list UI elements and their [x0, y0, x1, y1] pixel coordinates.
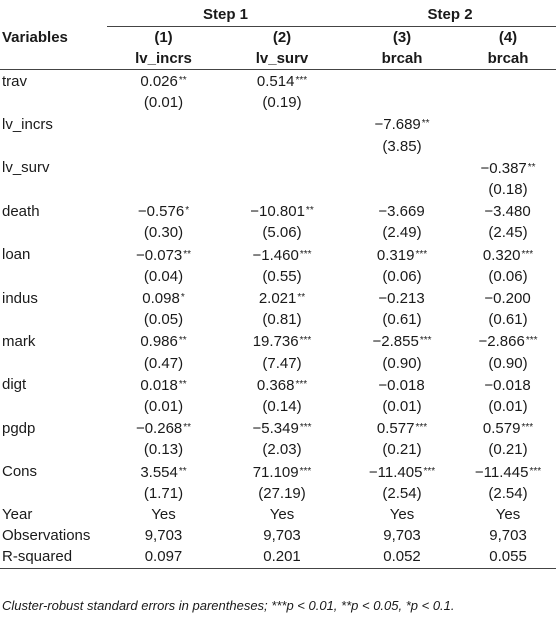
col3-number: (3)	[392, 29, 412, 46]
coefficient-cell	[344, 461, 460, 483]
standard-error-cell: (0.19)	[262, 94, 302, 112]
footer-variable-name: Year	[2, 506, 33, 524]
significance-stars: **	[178, 378, 187, 390]
table-row-se	[0, 179, 556, 200]
col2-number: (2)	[272, 29, 292, 46]
variable-name: digt	[2, 376, 27, 394]
standard-error-cell: (2.54)	[488, 484, 528, 502]
regression-table	[0, 4, 556, 569]
coefficient-value: 0.986	[140, 333, 178, 351]
standard-error-cell: (0.21)	[488, 441, 528, 459]
table-row	[0, 461, 556, 483]
coefficient-cell	[344, 200, 460, 222]
coefficient-cell	[220, 113, 344, 135]
coefficient-cell	[460, 417, 556, 439]
variables-header: Variables	[2, 28, 68, 46]
coefficient-cell	[107, 374, 220, 396]
coefficient-value: −1.460	[252, 246, 299, 264]
table-row-footer	[0, 546, 556, 568]
footer-variable-name: R-squared	[0, 546, 107, 568]
coefficient-value: 0.368	[256, 376, 295, 394]
coefficient-cell	[107, 244, 220, 266]
blank-cell	[0, 439, 107, 460]
step2-header: Step 2	[344, 4, 556, 27]
coefficient-cell	[460, 157, 556, 179]
significance-stars: **	[183, 422, 192, 434]
step1-header: Step 1	[107, 4, 344, 27]
standard-error-cell	[107, 136, 220, 157]
standard-error-cell	[220, 136, 344, 157]
coefficient-cell	[220, 417, 344, 439]
coefficient-value: −11.445	[474, 463, 529, 481]
coefficient-cell	[460, 70, 556, 93]
coefficient-value: −3.480	[484, 203, 531, 221]
coefficient-cell	[344, 330, 460, 352]
coefficient-cell	[344, 417, 460, 439]
significance-stars: **	[178, 335, 187, 347]
header-spacer	[0, 48, 107, 70]
footer-value: Yes	[389, 506, 415, 524]
significance-stars: ***	[299, 465, 312, 477]
coefficient-value: −5.349	[252, 420, 299, 438]
standard-error-cell: (2.49)	[382, 224, 422, 242]
coefficient-cell	[220, 374, 344, 396]
standard-error-cell	[344, 92, 460, 113]
blank-cell	[0, 309, 107, 330]
coefficient-cell	[344, 287, 460, 309]
coefficient-value: −0.576	[137, 203, 185, 221]
coefficient-cell	[107, 200, 220, 222]
coefficient-value: 71.109	[252, 463, 299, 481]
significance-stars: ***	[299, 248, 312, 260]
table-row-footer	[0, 525, 556, 546]
table-footnote: Cluster-robust standard errors in parentheses; ***p < 0.01, **p < 0.05, *p < 0.1.	[2, 598, 455, 613]
standard-error-cell: (0.01)	[143, 94, 184, 112]
coefficient-cell	[220, 461, 344, 483]
significance-stars: ***	[415, 422, 428, 434]
col2-name: lv_surv	[220, 48, 344, 70]
standard-error-cell: (0.21)	[382, 441, 422, 459]
table-row	[0, 417, 556, 439]
coefficient-cell	[107, 287, 220, 309]
significance-stars: **	[527, 161, 536, 173]
standard-error-cell: (1.71)	[143, 484, 184, 502]
coefficient-value: −0.268	[135, 420, 183, 438]
footer-value: 0.201	[220, 546, 344, 568]
coefficient-value: 0.319	[376, 246, 415, 264]
significance-stars: ***	[299, 422, 312, 434]
table-row-se	[0, 222, 556, 243]
table-row-se	[0, 266, 556, 287]
coefficient-cell	[107, 70, 220, 93]
significance-stars: ***	[299, 335, 312, 347]
variable-name: pgdp	[2, 419, 36, 437]
table-row-se	[0, 439, 556, 460]
standard-error-cell: (0.61)	[382, 311, 422, 329]
coefficient-cell	[344, 113, 460, 135]
table-row	[0, 70, 556, 93]
coefficient-value: 2.021	[258, 290, 297, 308]
coefficient-cell	[107, 417, 220, 439]
standard-error-cell	[107, 179, 220, 200]
coefficient-value: 0.577	[376, 420, 415, 438]
coefficient-cell	[344, 157, 460, 179]
variable-name: death	[2, 202, 40, 220]
footer-value: 9,703	[144, 527, 183, 545]
standard-error-cell: (0.01)	[488, 398, 528, 416]
table-row	[0, 330, 556, 352]
variable-name: Cons	[2, 463, 38, 481]
coefficient-value: −3.669	[378, 203, 425, 221]
table-row-se	[0, 92, 556, 113]
coefficient-value: 0.098	[142, 290, 180, 308]
standard-error-cell: (7.47)	[262, 354, 302, 372]
coefficient-value: −11.405	[368, 463, 423, 481]
variable-name: indus	[2, 289, 38, 307]
coefficient-cell	[460, 330, 556, 352]
significance-stars: ***	[529, 465, 542, 477]
coefficient-cell	[220, 200, 344, 222]
col1-number: (1)	[154, 29, 173, 46]
coefficient-cell	[220, 244, 344, 266]
coefficient-value: −7.689	[374, 116, 421, 134]
table-row-se	[0, 309, 556, 330]
footer-value: 0.097	[107, 546, 220, 568]
significance-stars: ***	[295, 378, 308, 390]
standard-error-cell: (0.90)	[488, 354, 528, 372]
standard-error-cell: (0.06)	[382, 267, 422, 285]
significance-stars: **	[297, 292, 306, 304]
coefficient-value: −0.200	[484, 290, 531, 308]
significance-stars: ***	[295, 75, 308, 86]
standard-error-cell: (0.30)	[143, 224, 184, 242]
coefficient-value: 0.514	[256, 73, 295, 90]
standard-error-cell: (2.45)	[488, 224, 528, 242]
col3-name: brcah	[344, 48, 460, 70]
standard-error-cell: (0.90)	[382, 354, 422, 372]
coefficient-value: −0.213	[378, 290, 425, 308]
coefficient-value: 0.018	[140, 376, 178, 394]
table-row-se	[0, 136, 556, 157]
standard-error-cell: (0.47)	[143, 354, 184, 372]
significance-stars: ***	[415, 248, 428, 260]
significance-stars: ***	[521, 422, 534, 434]
coefficient-value: −0.018	[378, 376, 425, 394]
col4-name: brcah	[460, 48, 556, 70]
coefficient-cell	[460, 113, 556, 135]
standard-error-cell: (27.19)	[258, 484, 306, 502]
coefficient-cell	[460, 287, 556, 309]
standard-error-cell: (0.61)	[488, 311, 528, 329]
table-row	[0, 244, 556, 266]
table-row-footer	[0, 504, 556, 525]
table-row	[0, 374, 556, 396]
table-row	[0, 157, 556, 179]
blank-cell	[0, 353, 107, 374]
coefficient-value: −2.855	[372, 333, 419, 351]
standard-error-cell: (0.18)	[488, 181, 528, 199]
footer-value: Yes	[269, 506, 295, 524]
significance-stars: ***	[423, 465, 436, 477]
coefficient-cell	[107, 461, 220, 483]
blank-cell	[0, 266, 107, 287]
variable-name: mark	[2, 332, 36, 350]
standard-error-cell: (0.04)	[143, 267, 184, 285]
blank-cell	[0, 136, 107, 157]
standard-error-cell	[460, 92, 556, 113]
table-row-se	[0, 353, 556, 374]
coefficient-cell	[220, 287, 344, 309]
standard-error-cell	[220, 179, 344, 200]
significance-stars: ***	[525, 335, 538, 347]
significance-stars: **	[183, 248, 192, 260]
table-row	[0, 113, 556, 135]
variable-name: lv_incrs	[2, 115, 53, 133]
coefficient-value: 0.026	[140, 73, 178, 90]
col4-number: (4)	[498, 29, 518, 46]
significance-stars: ***	[419, 335, 432, 347]
standard-error-cell: (0.06)	[488, 267, 528, 285]
standard-error-cell	[344, 179, 460, 200]
coefficient-cell	[107, 113, 220, 135]
standard-error-cell: (2.54)	[382, 484, 422, 502]
coefficient-cell	[220, 70, 344, 93]
coefficient-value: 0.320	[482, 246, 521, 264]
coefficient-cell	[107, 330, 220, 352]
table-body	[0, 70, 556, 569]
header-spacer	[0, 4, 107, 27]
table-row	[0, 200, 556, 222]
footer-value: 0.052	[344, 546, 460, 568]
standard-error-cell: (3.85)	[382, 137, 422, 155]
coefficient-cell	[460, 374, 556, 396]
col1-name: lv_incrs	[107, 48, 220, 70]
footer-value: Yes	[495, 506, 521, 524]
standard-error-cell: (2.03)	[262, 441, 302, 459]
coefficient-cell	[220, 330, 344, 352]
coefficient-value: −0.073	[135, 246, 183, 264]
footer-value: 0.055	[460, 546, 556, 568]
coefficient-cell	[460, 244, 556, 266]
significance-stars: **	[178, 75, 187, 86]
coefficient-cell	[460, 200, 556, 222]
variable-name: loan	[2, 246, 31, 264]
coefficient-cell	[344, 244, 460, 266]
significance-stars: **	[178, 465, 187, 477]
table-row-se	[0, 396, 556, 417]
footer-value: 9,703	[489, 527, 527, 545]
significance-stars: ***	[521, 248, 534, 260]
coefficient-cell	[107, 157, 220, 179]
footer-value: Yes	[151, 506, 176, 524]
standard-error-cell: (0.14)	[262, 398, 302, 416]
coefficient-cell	[220, 157, 344, 179]
blank-cell	[0, 483, 107, 504]
coefficient-value: 0.579	[482, 420, 521, 438]
standard-error-cell: (0.13)	[143, 441, 184, 459]
standard-error-cell: (5.06)	[262, 224, 302, 242]
blank-cell	[0, 222, 107, 243]
table-row	[0, 287, 556, 309]
footer-value: 9,703	[383, 527, 421, 545]
significance-stars: *	[185, 205, 190, 217]
coefficient-cell	[344, 70, 460, 93]
coefficient-cell	[460, 461, 556, 483]
standard-error-cell: (0.81)	[262, 311, 302, 329]
footer-value: 9,703	[263, 527, 301, 545]
coefficient-value: −2.866	[478, 333, 525, 351]
variable-name: lv_surv	[2, 159, 50, 177]
standard-error-cell: (0.05)	[143, 311, 184, 329]
coefficient-value: 3.554	[140, 463, 178, 481]
blank-cell	[0, 179, 107, 200]
standard-error-cell: (0.55)	[262, 267, 302, 285]
footer-variable-name: Observations	[2, 527, 91, 545]
blank-cell	[0, 396, 107, 417]
coefficient-value: 19.736	[252, 333, 299, 351]
significance-stars: *	[180, 292, 185, 304]
coefficient-cell	[344, 374, 460, 396]
coefficient-value: −10.801	[250, 203, 305, 221]
variable-name: trav	[2, 72, 28, 90]
coefficient-value: −0.387	[480, 159, 527, 177]
significance-stars: **	[421, 118, 430, 130]
standard-error-cell: (0.01)	[382, 398, 422, 416]
standard-error-cell	[460, 136, 556, 157]
table-row-se	[0, 483, 556, 504]
significance-stars: **	[305, 205, 314, 217]
standard-error-cell: (0.01)	[143, 398, 184, 416]
coefficient-value: −0.018	[484, 376, 531, 394]
blank-cell	[0, 92, 107, 113]
